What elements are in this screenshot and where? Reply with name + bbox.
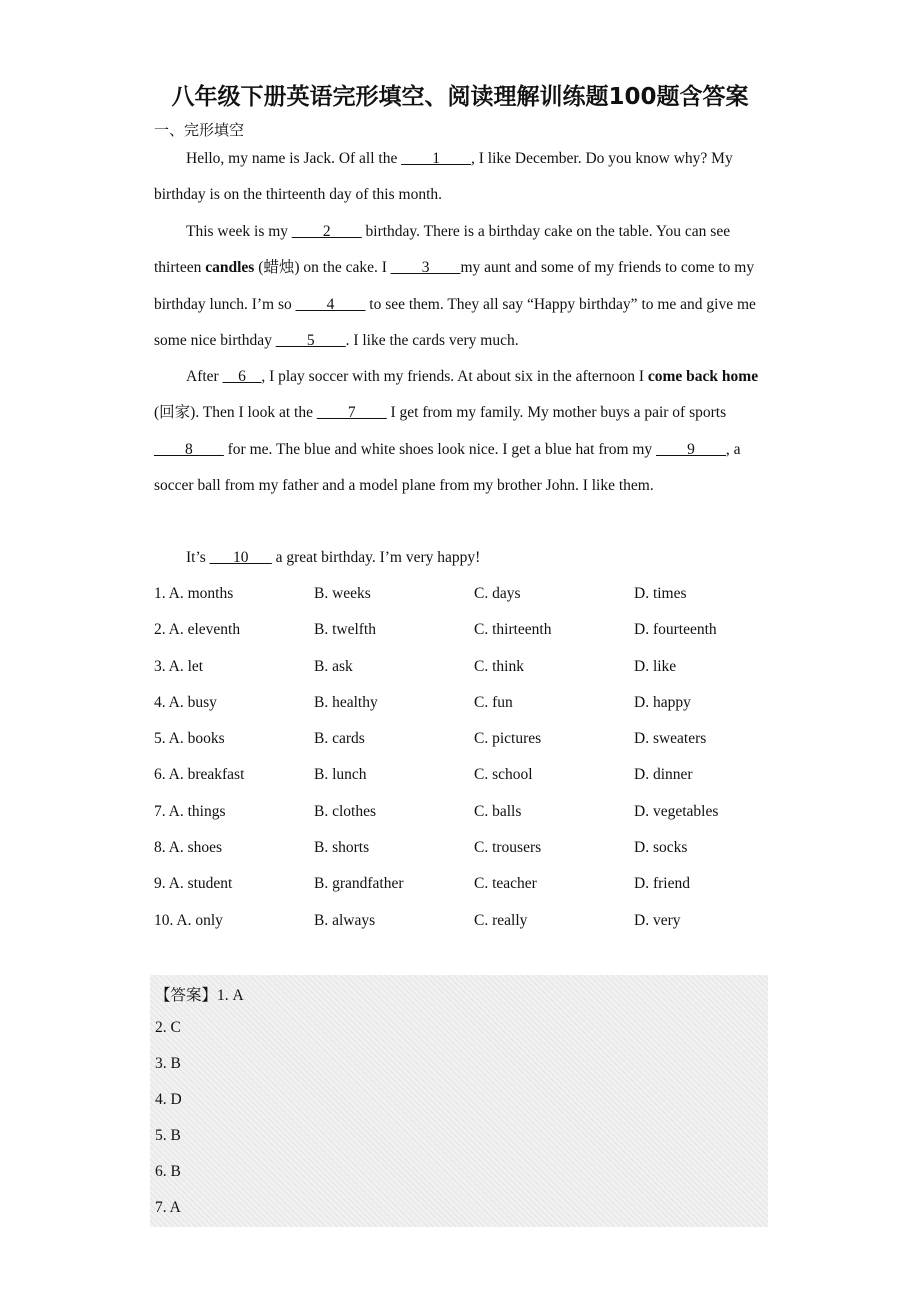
option-b: B. ask — [314, 657, 353, 675]
text: my aunt and some of my friends to come to my birthday lunch. I’m so — [154, 259, 755, 313]
option-b: B. shorts — [314, 839, 370, 857]
option-row-2 — [154, 612, 774, 648]
option-c: C. really — [474, 911, 528, 929]
option-row-4 — [154, 685, 774, 721]
answer-line: 6. B — [155, 1163, 181, 1180]
option-d: D. sweaters — [634, 730, 707, 748]
blank-2: ____2____ — [291, 223, 362, 240]
option-c: C. trousers — [474, 839, 542, 857]
option-row-1 — [154, 576, 774, 612]
option-d: D. like — [634, 657, 677, 675]
option-a: 4. A. busy — [154, 693, 217, 711]
answer-line: 2. C — [155, 1019, 181, 1036]
text: , a soccer ball from my father and a model plane from my brother John. I like them. — [154, 440, 741, 494]
answer-box — [150, 975, 768, 1227]
option-d: D. fourteenth — [634, 621, 717, 639]
option-a: 3. A. let — [154, 657, 204, 675]
page-title: 八年级下册英语完形填空、阅读理解训练题100题含答案 — [171, 84, 749, 110]
text: I get from my family. My mother buys a pair of sports — [386, 404, 727, 422]
option-a: 7. A. things — [154, 802, 226, 820]
option-row-10 — [154, 903, 774, 939]
options-list — [154, 576, 774, 939]
blank-7: ____7____ — [316, 404, 387, 422]
text: a great birthday. I’m very happy! — [271, 549, 481, 566]
option-row-3 — [154, 649, 774, 685]
option-b: B. always — [314, 911, 376, 929]
option-a: 1. A. months — [154, 585, 234, 602]
text: birthday. There is a birthday cake on the table. You can see thirteen — [154, 223, 731, 277]
option-a: 5. A. books — [154, 730, 225, 748]
text: It’s — [186, 549, 210, 566]
option-b: B. healthy — [314, 693, 378, 711]
text: . I like the cards very much. — [345, 331, 519, 349]
option-a: 10. A. only — [154, 911, 223, 929]
answer-line: 【答案】1. A — [155, 987, 244, 1004]
text: After — [186, 368, 223, 385]
answer-line: 7. A — [155, 1199, 181, 1216]
passage-paragraph-4 — [154, 540, 764, 576]
option-d: D. happy — [634, 693, 691, 711]
blank-8: ____8____ — [154, 440, 224, 458]
blank-1: ____1____ — [401, 150, 471, 167]
option-b: B. clothes — [314, 802, 376, 820]
passage-paragraph-1 — [154, 141, 764, 214]
option-c: C. teacher — [474, 875, 537, 893]
option-c: C. thirteenth — [474, 621, 552, 639]
option-row-8 — [154, 830, 774, 866]
bold-word: candles — [205, 259, 255, 277]
option-d: D. times — [634, 585, 687, 602]
answer-line: 3. B — [155, 1055, 181, 1072]
text: , I play soccer with my friends. At about six in the afternoon I — [261, 368, 648, 385]
option-c: C. days — [474, 585, 521, 602]
option-b: B. weeks — [314, 585, 371, 602]
option-d: D. very — [634, 911, 681, 929]
text: for me. The blue and white shoes look nice. I get a blue hat from my — [223, 440, 657, 458]
answer-line: 5. B — [155, 1127, 181, 1144]
text: This week is my — [186, 223, 292, 240]
option-row-7 — [154, 794, 774, 830]
option-b: B. grandfather — [314, 875, 404, 893]
blank-3: ____3____ — [390, 259, 461, 277]
text: , I like December. Do you know why? My birthday is on the thirteenth day of this month. — [154, 150, 733, 204]
passage-paragraph-2 — [154, 214, 764, 359]
option-a: 2. A. eleventh — [154, 621, 241, 639]
option-c: C. fun — [474, 693, 513, 711]
option-row-9 — [154, 866, 774, 902]
option-b: B. cards — [314, 730, 365, 748]
answer-line: 4. D — [155, 1091, 182, 1108]
option-c: C. balls — [474, 802, 522, 820]
option-a: 9. A. student — [154, 875, 233, 893]
section-heading: 一、完形填空 — [154, 121, 245, 139]
option-d: D. socks — [634, 839, 688, 857]
option-b: B. twelfth — [314, 621, 376, 639]
option-a: 8. A. shoes — [154, 839, 223, 857]
option-a: 6. A. breakfast — [154, 766, 245, 784]
option-b: B. lunch — [314, 766, 367, 784]
option-c: C. school — [474, 766, 533, 784]
option-d: D. vegetables — [634, 802, 719, 820]
option-d: D. dinner — [634, 766, 693, 784]
blank-6: __6__ — [222, 368, 262, 385]
option-row-5 — [154, 721, 774, 757]
blank-5: ____5____ — [275, 331, 346, 349]
text: to see them. They all say “Happy birthday” to me and give me some nice birthday — [154, 295, 756, 349]
bold-phrase: come back home — [647, 368, 759, 385]
blank-9: ____9____ — [656, 440, 726, 458]
text: (回家). Then I look at the — [154, 404, 317, 422]
blank-4: ____4____ — [295, 295, 366, 313]
option-row-6 — [154, 757, 774, 793]
option-c: C. think — [474, 657, 524, 675]
blank-10: ___10___ — [209, 549, 272, 566]
option-d: D. friend — [634, 875, 690, 893]
text: Hello, my name is Jack. Of all the — [186, 150, 402, 167]
text: (蜡烛) on the cake. I — [254, 259, 391, 277]
option-c: C. pictures — [474, 730, 542, 748]
passage-paragraph-3 — [154, 359, 764, 504]
